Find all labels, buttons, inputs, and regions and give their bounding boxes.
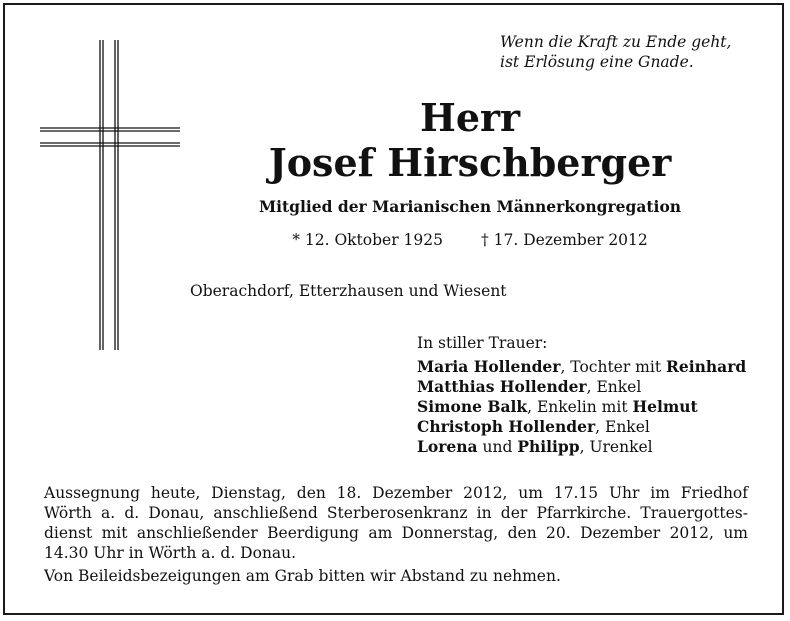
places: Oberachdorf, Etterzhausen und Wiesent <box>190 282 507 300</box>
mourner-name: Lorena <box>417 437 478 456</box>
mourner-name: Christoph Hollender <box>417 417 596 436</box>
mourner-row <box>417 437 746 457</box>
notice-line: Wörth a. d. Donau, anschließend Sterberosenkranz in der Pfarrkirche. Trauergottes- <box>44 504 748 522</box>
mourner-name: Matthias Hollender <box>417 377 587 396</box>
mourner-relation: , Enkel <box>595 418 650 436</box>
life-dates <box>190 230 750 250</box>
mourner-row <box>417 417 746 437</box>
mourner-relation: , Tochter mit <box>560 358 666 376</box>
mourner-relation: , Enkel <box>586 378 642 396</box>
mourner-name: Simone Balk <box>417 397 528 416</box>
birth-date: * 12. Oktober 1925 <box>292 231 443 249</box>
salutation: Herr <box>419 95 521 140</box>
notice-line: dienst mit anschließender Beerdigung am Donnerstag, den 20. Dezember 2012, um <box>44 524 748 542</box>
motto <box>500 32 731 72</box>
motto-line-2: ist Erlösung eine Gnade. <box>500 53 694 71</box>
deceased-name: Josef Hirschberger <box>268 140 672 185</box>
cross-icon <box>40 40 180 350</box>
notice-closing: Von Beileidsbezeigungen am Grab bitten wir Abstand zu nehmen. <box>44 567 561 585</box>
mourner-relation: , Urenkel <box>579 438 653 456</box>
death-date: † 17. Dezember 2012 <box>481 231 648 249</box>
mourners-intro: In stiller Trauer: <box>417 334 548 352</box>
mourner-name: Helmut <box>632 397 698 416</box>
mourner-relation: und <box>477 438 518 456</box>
notice-line: Aussegnung heute, Dienstag, den 18. Dezember 2012, um 17.15 Uhr im Friedhof <box>44 484 748 502</box>
mourner-row <box>417 377 746 397</box>
mourner-name: Reinhard <box>666 357 747 376</box>
funeral-notice <box>44 483 748 586</box>
membership: Mitglied der Marianischen Männerkongregation <box>258 197 682 216</box>
mourner-relation: , Enkelin mit <box>527 398 633 416</box>
mourner-name: Philipp <box>517 437 580 456</box>
mourner-row <box>417 397 746 417</box>
motto-line-1: Wenn die Kraft zu Ende geht, <box>500 33 732 51</box>
mourner-row <box>417 357 746 377</box>
mourner-name: Maria Hollender <box>417 357 561 376</box>
mourners <box>417 333 746 457</box>
notice-line: 14.30 Uhr in Wörth a. d. Donau. <box>44 544 297 562</box>
